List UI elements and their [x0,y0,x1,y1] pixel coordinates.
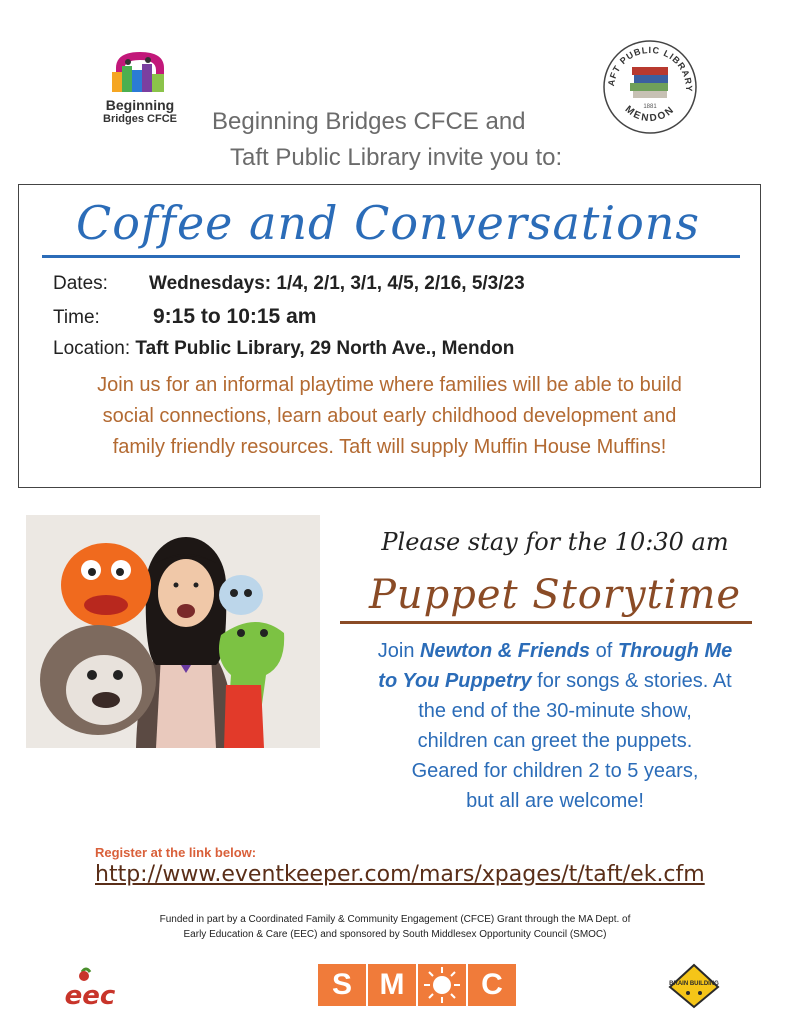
storytime-join: Join [377,640,420,662]
location-label: Location: [53,338,131,359]
dates-label: Dates: [53,273,108,294]
storytime-description [320,636,790,816]
storytime-of: of [590,640,618,662]
invite-heading [200,104,600,176]
books-icon [630,67,668,98]
smoc-c: C [468,964,516,1006]
funding-note [60,912,730,942]
smoc-s: S [318,964,366,1006]
apple-icon [79,971,89,981]
taft-logo-year: 1881 [643,104,657,110]
smoc-logo [318,964,518,1006]
bridges-icon [98,48,182,98]
description-line2: social connections, learn about early childhood development and [102,405,677,427]
time-label: Time: [53,307,100,328]
storytime-rest1: for songs & stories. At [531,670,732,692]
brain-building-logo [668,963,720,1009]
storytime-line2 [320,666,790,696]
storytime-line4: children can greet the puppets. [417,730,693,752]
smoc-m: M [368,964,416,1006]
storytime-line6: but all are welcome! [466,790,644,812]
invite-line1: Beginning Bridges CFCE and [212,108,526,135]
taft-logo-top: AFT PUBLIC LIBRARY [606,44,695,93]
storytime-line1 [320,636,790,666]
taft-logo-bottom: MENDON [622,103,678,125]
dates-row [53,272,525,296]
event-title: Coffee and Conversations [76,196,700,250]
storytime-through: Through Me [617,640,733,662]
bb-logo-line2: Bridges CFCE [103,113,177,125]
smoc-sun-cell [418,964,466,1006]
register-label: Register at the link below: [95,845,257,860]
event-description [22,370,757,463]
beginning-bridges-logo [98,48,182,132]
eec-logo [60,966,120,1010]
time-value: 9:15 to 10:15 am [153,305,317,328]
storytime-line3: the end of the 30-minute show, [418,700,692,722]
funding-line2: Early Education & Care (EEC) and sponsored by South Middlesex Opportunity Council (SMOC) [183,929,607,940]
taft-library-logo [600,37,700,137]
time-row [53,305,316,330]
storytime-newton: Newton & Friends [420,640,591,662]
location-value: Taft Public Library, 29 North Ave., Mendon [135,338,515,359]
eec-text: eec [64,981,116,1010]
storytime-underline [340,621,752,624]
storytime-line5: Geared for children 2 to 5 years, [411,760,699,782]
storytime-title: Puppet Storytime [368,572,742,618]
location-row [53,337,514,361]
brain-text: BRAIN BUILDING [669,981,719,987]
description-line3: family friendly resources. Taft will supply Muffin House Muffins! [112,436,667,458]
invite-line2: Taft Public Library invite you to: [230,144,563,171]
funding-line1: Funded in part by a Coordinated Family & Community Engagement (CFCE) Grant through the MA Dept. of [159,914,631,925]
description-line1: Join us for an informal playtime where families will be able to build [97,374,682,396]
title-underline [42,255,740,258]
storytime-intro: Please stay for the 10:30 am [381,528,729,556]
register-link[interactable]: http://www.eventkeeper.com/mars/xpages/t/taft/ek.cfm [95,862,705,887]
storytime-to-you: to You Puppetry [378,670,532,692]
bb-logo-line1: Beginning [105,97,175,113]
sun-icon [418,964,466,1006]
puppeteer-photo [26,515,320,748]
dates-value: Wednesdays: 1/4, 2/1, 3/1, 4/5, 2/16, 5/3/23 [149,273,525,294]
